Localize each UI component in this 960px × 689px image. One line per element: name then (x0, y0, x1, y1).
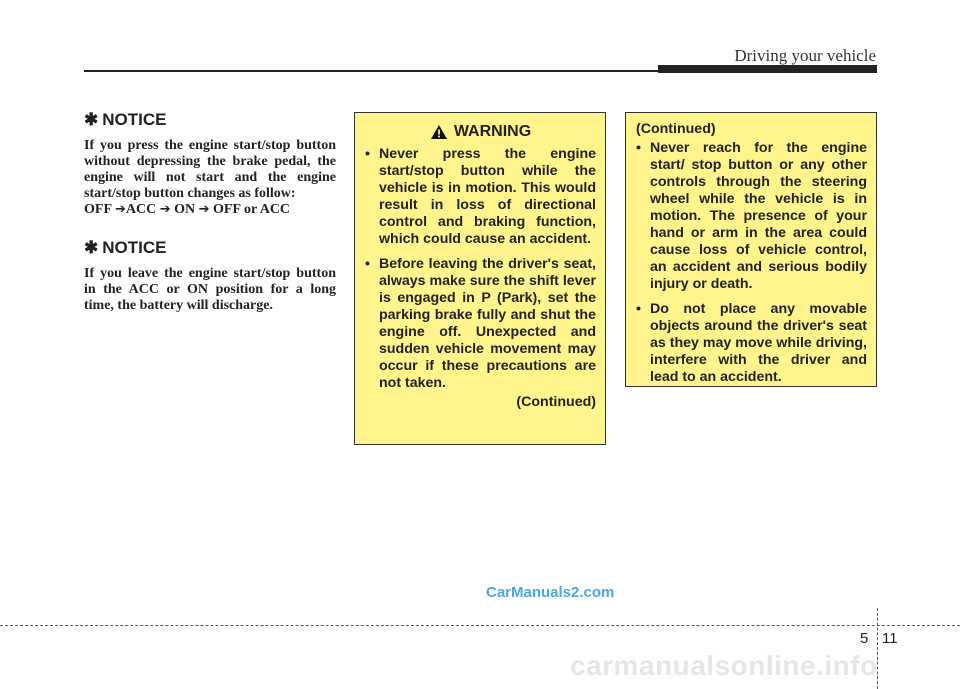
notice-column (84, 110, 336, 328)
arrow-right-icon: ➔ (114, 202, 126, 217)
star-icon: ✱ (84, 110, 99, 129)
warning-list (636, 140, 867, 386)
watermark-link[interactable]: CarManuals2.com (486, 584, 615, 601)
chapter-number: 5 (860, 630, 869, 647)
sequence-step: ACC (125, 202, 157, 217)
sequence-step: OFF or ACC (213, 202, 291, 217)
notice-title: NOTICE (102, 110, 167, 129)
section-title: Driving your vehicle (734, 46, 876, 65)
header-rule (84, 70, 660, 72)
notice-body: If you press the engine start/stop button without depressing the brake pedal, the engine will not start and the engine start/stop button changes as follow: (84, 138, 336, 201)
warning-heading (365, 123, 596, 140)
warning-item: Do not place any movable objects around the driver's seat as they may move while driving, interfere with the driver and lead to an accident. (650, 301, 867, 385)
warning-list (365, 146, 596, 392)
continued-warning-box (625, 112, 877, 387)
header-rule-thick (658, 65, 877, 73)
sequence-step: ON (174, 202, 196, 217)
notice-text: If you leave the engine start/stop button in the ACC or ON position for a long time, the battery will discharge. (84, 266, 336, 313)
arrow-right-icon: ➔ (159, 202, 171, 217)
arrow-right-icon: ➔ (198, 202, 210, 217)
notice-title: NOTICE (102, 238, 167, 257)
sequence-step: OFF (84, 202, 112, 217)
list-item: • Never press the engine start/stop button while the vehicle is in motion. This would result in loss of directional control and braking function, which could cause an accident. (365, 146, 596, 247)
list-item: • Before leaving the driver's seat, always make sure the shift lever is engaged in P (Park), set the parking brake fully and shut the engine off. Unexpected and sudden vehicle movement may occur if these precautions are not taken. (365, 256, 596, 391)
continued-label: (Continued) (516, 394, 596, 410)
button-sequence (84, 202, 336, 218)
star-icon: ✱ (84, 238, 99, 257)
warning-item: Never reach for the engine start/ stop button or any other controls through the steering wheel while the vehicle is in motion. The presence of your hand or arm in the area could cause loss of vehicle control, an accident and serious bodily injury or death. (650, 140, 867, 292)
list-item: • Do not place any movable objects around the driver's seat as they may move while driving, interfere with the driver and lead to an accident. (636, 301, 867, 385)
warning-box (354, 112, 606, 445)
warning-title: WARNING (453, 123, 532, 140)
footer-watermark: carmanualsonline.info (570, 650, 878, 681)
page-number: 11 (882, 630, 898, 647)
notice-heading (84, 238, 336, 258)
continued-label: (Continued) (636, 121, 716, 137)
notice-text (84, 138, 336, 218)
warning-item: Never press the engine start/stop button while the vehicle is in motion. This would result in loss of directional control and braking function, which could cause an accident. (379, 146, 596, 247)
warning-triangle-icon (430, 124, 448, 140)
notice-heading (84, 110, 336, 130)
warning-item: Before leaving the driver's seat, always make sure the shift lever is engaged in P (Park), set the parking brake fully and shut the engine off. Unexpected and sudden vehicle movement may occur if these precautions are not taken. (379, 256, 596, 391)
footer-rule (0, 625, 960, 626)
list-item: • Never reach for the engine start/ stop button or any other controls through the steering wheel while the vehicle is in motion. The presence of your hand or arm in the area could cause loss of vehicle control, an accident and serious bodily injury or death. (636, 140, 867, 292)
